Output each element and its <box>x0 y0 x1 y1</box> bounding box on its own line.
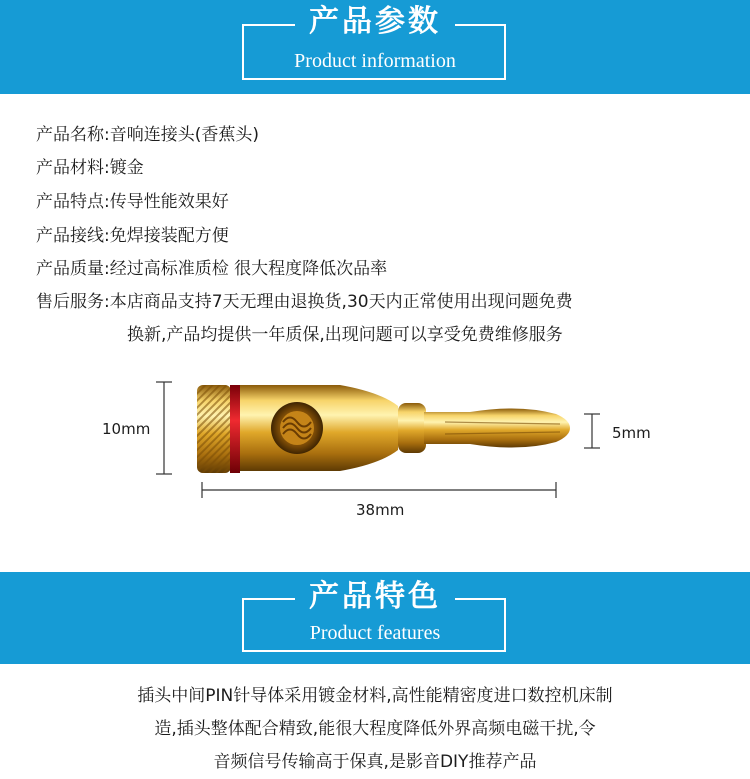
spec-row-quality: 产品质量:经过高标准质检 很大程度降低次品率 <box>36 259 388 279</box>
spec-value: 音响连接头(香蕉头) <box>109 125 259 145</box>
features-line: 插头中间PIN针导体采用镀金材料,高性能精密度进口数控机床制 <box>137 686 613 706</box>
height-dimension-label: 10mm <box>102 420 151 438</box>
spec-value: 经过高标准质检 很大程度降低次品率 <box>109 259 388 279</box>
red-band <box>230 385 240 473</box>
spec-label: 产品名称 <box>36 125 104 145</box>
spec-label: 售后服务 <box>36 292 104 312</box>
spec-value: 镀金 <box>109 158 144 178</box>
section-subtitle: Product information <box>294 50 456 72</box>
spec-label: 产品质量 <box>36 259 104 279</box>
length-dimension-label: 38mm <box>356 501 405 519</box>
spec-value: 免焊接装配方便 <box>109 226 229 246</box>
pin-dimension-label: 5mm <box>612 424 651 442</box>
spec-label: 产品特点 <box>36 192 104 212</box>
spec-row-features: 产品特点:传导性能效果好 <box>36 192 229 212</box>
features-line: 音频信号传输高于保真,是影音DIY推荐产品 <box>213 752 537 772</box>
section-title: 产品特色 <box>0 582 750 612</box>
spec-after-sales-continuation: 换新,产品均提供一年质保,出现问题可以享受免费维修服务 <box>127 325 563 345</box>
spec-row-wiring: 产品接线:免焊接装配方便 <box>36 226 229 246</box>
features-text <box>0 680 750 779</box>
spec-row-after-sales: 售后服务:本店商品支持7天无理由退换货,30天内正常使用出现问题免费 <box>36 292 573 312</box>
connector-pin <box>424 408 570 447</box>
spec-value: 本店商品支持7天无理由退换货,30天内正常使用出现问题免费 <box>109 292 573 312</box>
section-subtitle: Product features <box>309 622 441 644</box>
features-line: 造,插头整体配合精致,能很大程度降低外界高频电磁干扰,令 <box>154 719 596 739</box>
spec-row-material: 产品材料:镀金 <box>36 158 144 178</box>
spec-value: 传导性能效果好 <box>109 192 229 212</box>
section-header-product-features <box>0 572 750 664</box>
spec-label: 产品接线 <box>36 226 104 246</box>
section-title: 产品参数 <box>0 7 750 37</box>
connector-neck <box>398 403 426 453</box>
spec-label: 产品材料 <box>36 158 104 178</box>
section-header-product-information <box>0 0 750 94</box>
spec-row-name: 产品名称:音响连接头(香蕉头) <box>36 125 259 145</box>
